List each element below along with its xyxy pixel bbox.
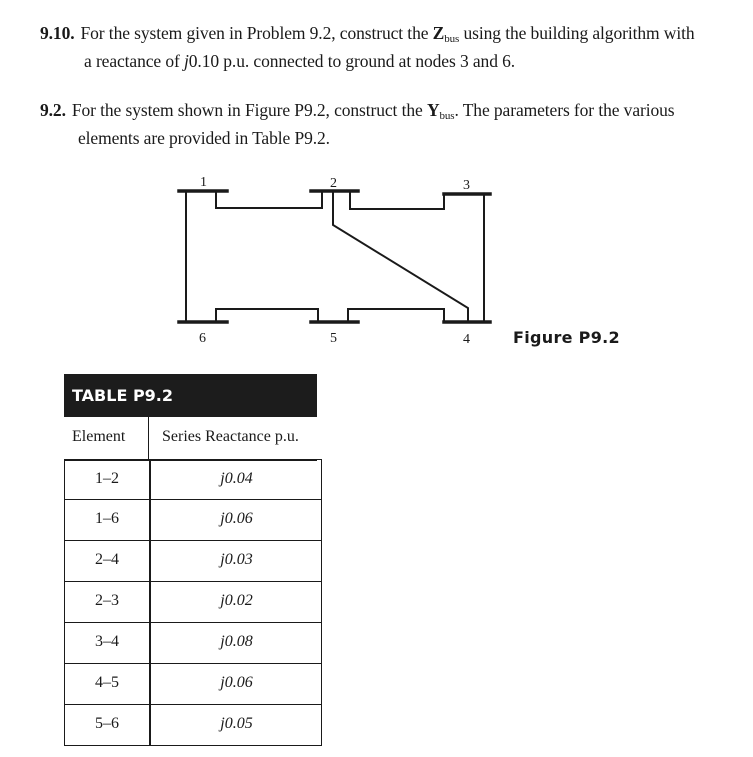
imaginary-j: j <box>184 51 189 71</box>
bus-label-4: 4 <box>463 332 470 347</box>
column-divider <box>148 417 149 459</box>
table-row <box>64 582 322 623</box>
problem-text: using the building algorithm with <box>459 23 695 43</box>
table-row <box>64 500 322 541</box>
bus-label-6: 6 <box>199 331 206 346</box>
bus-label-1: 1 <box>200 175 207 190</box>
bus-label-2: 2 <box>330 176 337 191</box>
problem-text: 0.10 p.u. connected to ground at nodes 3 and 6. <box>188 51 516 71</box>
line-2-4 <box>333 191 468 322</box>
bus-label-5: 5 <box>330 331 337 346</box>
reactance-cell: j0.02 <box>220 592 253 609</box>
zbus-subscript: bus <box>444 33 460 45</box>
table-row <box>64 664 322 705</box>
element-cell: 2–3 <box>95 592 119 609</box>
element-cell: 1–2 <box>95 470 119 487</box>
ybus-symbol: Y <box>426 100 440 120</box>
problem-number: 9.2. <box>40 100 66 120</box>
problem-text: a reactance of <box>84 51 185 71</box>
reactance-cell: j0.08 <box>220 633 253 650</box>
table-header-row <box>64 417 317 461</box>
table-row <box>64 459 322 500</box>
reactance-cell: j0.06 <box>220 510 253 527</box>
line-5-4 <box>348 309 444 322</box>
line-2-3 <box>350 191 444 209</box>
problem-number: 9.10. <box>40 23 75 43</box>
line-6-5 <box>216 309 318 322</box>
element-cell: 3–4 <box>95 633 119 650</box>
table-row <box>64 541 322 582</box>
reactance-cell: j0.03 <box>220 551 253 568</box>
table-body <box>64 459 322 746</box>
line-1-2 <box>216 191 322 208</box>
figure-caption: Figure P9.2 <box>513 328 620 347</box>
zbus-symbol: Z <box>432 23 445 43</box>
problem-text: elements are provided in Table P9.2. <box>78 128 330 148</box>
element-cell: 4–5 <box>95 674 119 691</box>
bus-label-3: 3 <box>463 178 470 193</box>
ybus-subscript: bus <box>439 110 455 122</box>
header-reactance: Series Reactance p.u. <box>162 428 299 445</box>
element-cell: 2–4 <box>95 551 119 568</box>
header-element: Element <box>72 428 126 445</box>
problem-text: For the system given in Problem 9.2, construct the <box>80 23 433 43</box>
reactance-cell: j0.05 <box>220 715 253 732</box>
element-cell: 1–6 <box>95 510 119 527</box>
table-title: TABLE P9.2 <box>64 374 317 417</box>
reactance-cell: j0.04 <box>220 470 253 487</box>
reactance-cell: j0.06 <box>220 674 253 691</box>
table-row <box>64 623 322 664</box>
table-row <box>64 705 322 746</box>
problem-text: . The parameters for the various <box>454 100 675 120</box>
element-cell: 5–6 <box>95 715 119 732</box>
problem-text: For the system shown in Figure P9.2, construct the <box>71 100 427 120</box>
